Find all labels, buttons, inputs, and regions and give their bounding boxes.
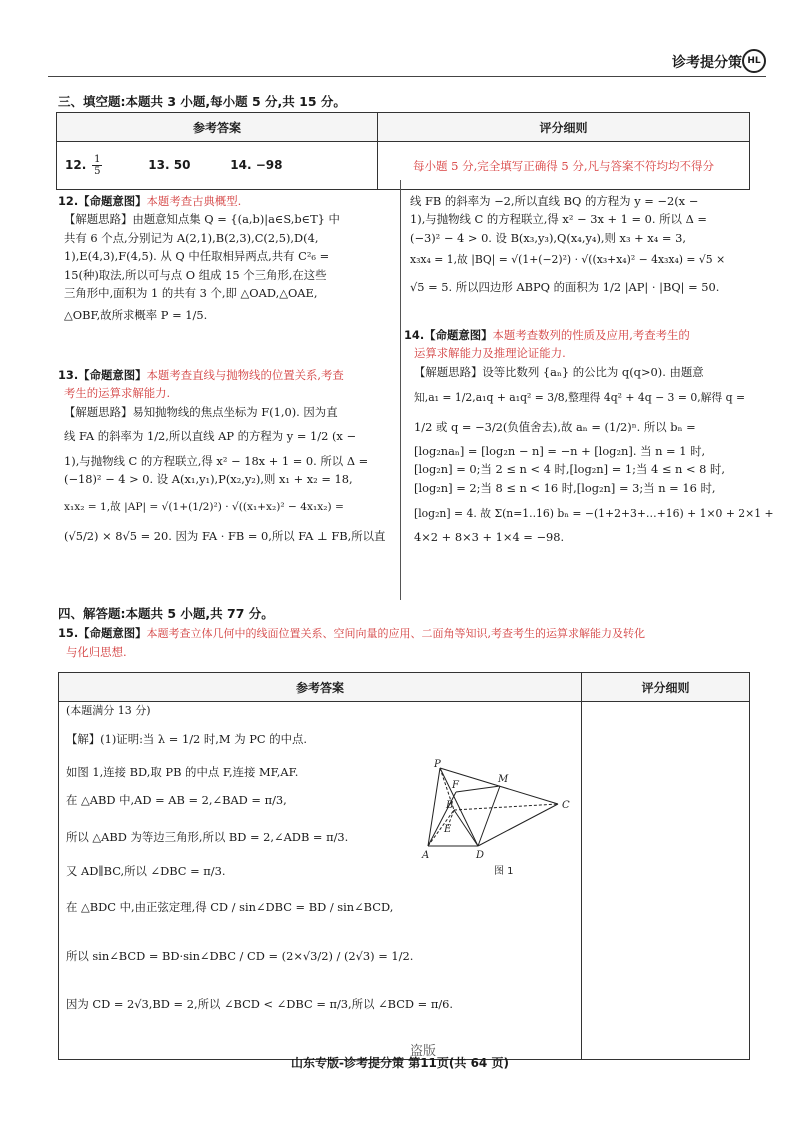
q14-line: 【解题思路】设等比数列 {aₙ} 的公比为 q(q>0). 由题意: [414, 364, 704, 379]
q13b-line: (−3)² − 4 > 0. 设 B(x₃,y₃),Q(x₄,y₄),则 x₃ + x₄ = 3,: [410, 230, 686, 245]
label-A: A: [422, 850, 430, 861]
edge-DB: [454, 810, 478, 846]
q12-line: 共有 6 个点,分别记为 A(2,1),B(2,3),C(2,5),D(4,: [64, 230, 319, 245]
page-footer: 山东专版-诊考提分策 第11页(共 64 页): [291, 1056, 509, 1070]
watermark: 盗版: [410, 1044, 437, 1059]
q14-intent-cont: 运算求解能力及推理论证能力.: [414, 346, 566, 361]
q12-block: [58, 192, 396, 325]
edge-BC: [454, 804, 558, 810]
rule-cell: 每小题 5 分,完全填写正确得 5 分,凡与答案不符均均不得分: [378, 142, 750, 190]
header-rule: [48, 76, 766, 77]
q13-answer: 13. 50: [148, 158, 191, 172]
label-D: D: [476, 850, 485, 861]
q13-line: 线 FA 的斜率为 1/2,所以直线 AP 的方程为 y = 1/2 (x −: [64, 429, 356, 444]
q12-line: 【解题思路】由题意知点集 Q = {(a,b)|a∈S,b∈T} 中: [64, 212, 340, 227]
q14-line: [log₂naₙ] = [log₂n − n] = −n + [log₂n]. 当 n = 1 时,: [414, 444, 706, 459]
q14-line: 4×2 + 8×3 + 1×4 = −98.: [414, 529, 565, 544]
label-M: M: [498, 774, 509, 785]
q13-line: 1),与抛物线 C 的方程联立,得 x² − 18x + 1 = 0. 所以 Δ =: [64, 453, 369, 468]
rule-col-header: 评分细则: [378, 113, 750, 142]
q15-line: 所以 △ABD 为等边三角形,所以 BD = 2,∠ADB = π/3.: [66, 829, 349, 844]
q13b-line: x₃x₄ = 1,故 |BQ| = √(1+(−2)²) · √((x₃+x₄)² − 4x₃x₄) = √5 ×: [410, 253, 726, 267]
q14-line: 1/2 或 q = −3/2(负值舍去),故 aₙ = (1/2)ⁿ. 所以 bₙ =: [414, 419, 696, 434]
q13-block: [58, 366, 396, 545]
q15-full-score: (本题满分 13 分): [66, 704, 151, 717]
q15-rule-col-header: 评分细则: [582, 673, 750, 702]
q12-answer-label: 12.: [65, 158, 87, 172]
q15-line: 如图 1,连接 BD,取 PB 的中点 F,连接 MF,AF.: [66, 764, 299, 779]
q14-answer: 14. −98: [230, 158, 283, 172]
q15-tag: 15.【命题意图】: [58, 626, 147, 640]
q14-block: [404, 326, 774, 546]
q14-intent: 本题考查数列的性质及应用,考查考生的: [492, 328, 690, 342]
q15-line: 在 △BDC 中,由正弦定理,得 CD / sin∠DBC = BD / sin∠BCD,: [66, 900, 394, 915]
label-P: P: [434, 759, 441, 770]
edge-MD: [478, 786, 500, 846]
q13-continued-block: [410, 192, 760, 296]
section3-title: 三、填空题:本题共 3 小题,每小题 5 分,共 15 分。: [58, 94, 346, 109]
figure-1: [418, 758, 578, 878]
fill-answer-table: [56, 112, 750, 190]
column-divider: [400, 180, 401, 600]
q12-line: 1),E(4,3),F(4,5). 从 Q 中任取相异两点,共有 C²₆ =: [64, 249, 330, 264]
q13-tag: 13.【命题意图】: [58, 368, 147, 382]
q15-line: 又 AD∥BC,所以 ∠DBC = π/3.: [66, 864, 226, 879]
q12-line: 15(种)取法,所以可与点 O 组成 15 个三角形,在这些: [64, 267, 327, 282]
edge-FM: [456, 786, 500, 792]
q13-intent: 本题考查直线与抛物线的位置关系,考查: [146, 368, 344, 382]
q14-tag: 14.【命题意图】: [404, 328, 493, 342]
q13b-line: 1),与抛物线 C 的方程联立,得 x² − 3x + 1 = 0. 所以 Δ =: [410, 212, 707, 227]
q14-line: [log₂n] = 4. 故 Σ(n=1..16) bₙ = −(1+2+3+…+16) + 1×0 + 2×1 +: [414, 507, 774, 521]
q13-line: (√5/2) × 8√5 = 20. 因为 FA · FB = 0,所以 FA ⊥ FB,所以直: [64, 528, 386, 543]
q13-line: 【解题思路】易知抛物线的焦点坐标为 F(1,0). 因为直: [64, 404, 338, 419]
figure-caption: 图 1: [494, 866, 514, 877]
q14-line: [log₂n] = 0;当 2 ≤ n < 4 时,[log₂n] = 1;当 4 ≤ n < 8 时,: [414, 462, 725, 477]
label-C: C: [562, 800, 570, 811]
q12-tag: 12.【命题意图】: [58, 194, 147, 208]
brand-title: 诊考提分策: [672, 55, 742, 71]
q14-line: [log₂n] = 2;当 8 ≤ n < 16 时,[log₂n] = 3;当 n = 16 时,: [414, 480, 716, 495]
q15-intent-cont: 与化归思想.: [66, 645, 127, 660]
q15-answer-col-header: 参考答案: [59, 673, 582, 702]
label-B: B: [446, 800, 454, 811]
q13b-line: √5 = 5. 所以四边形 ABPQ 的面积为 1/2 |AP| · |BQ| = 50.: [410, 279, 720, 294]
q15-line: 【解】(1)证明:当 λ = 1/2 时,M 为 PC 的中点.: [66, 732, 307, 747]
answer-col-header: 参考答案: [57, 113, 378, 142]
q12-line: △OBF,故所求概率 P = 1/5.: [64, 308, 208, 323]
q12-line: 三角形中,面积为 1 的共有 3 个,即 △OAD,△OAE,: [64, 286, 318, 301]
q13b-line: 线 FB 的斜率为 −2,所以直线 BQ 的方程为 y = −2(x −: [410, 194, 699, 208]
q15-line: 因为 CD = 2√3,BD = 2,所以 ∠BCD < ∠DBC = π/3,所以 ∠BCD = π/6.: [66, 997, 454, 1012]
label-E: E: [444, 824, 452, 835]
q13-intent-cont: 考生的运算求解能力.: [64, 386, 171, 401]
brand-logo-icon: HL: [742, 49, 766, 73]
q15-line: 所以 sin∠BCD = BD·sin∠DBC / CD = (2×√3/2) / (2√3) = 1/2.: [66, 948, 414, 963]
q13-line: x₁x₂ = 1,故 |AP| = √(1+(1/2)²) · √((x₁+x₂)² − 4x₁x₂) =: [64, 501, 344, 514]
q12-intent: 本题考查古典概型.: [146, 194, 242, 208]
section4-title: 四、解答题:本题共 5 小题,共 77 分。: [58, 606, 274, 621]
q15-line: 在 △ABD 中,AD = AB = 2,∠BAD = π/3,: [66, 793, 287, 808]
edge-DC: [478, 804, 558, 846]
answer-cell: [57, 142, 378, 190]
q12-answer-fraction: $\frac{1}{5}$: [94, 154, 101, 177]
q14-line: 知,a₁ = 1/2,a₁q + a₁q² = 3/8,整理得 4q² + 4q − 3 = 0,解得 q =: [414, 391, 746, 405]
q15-intent: 本题考查立体几何中的线面位置关系、空间向量的应用、二面角等知识,考查考生的运算求解能力及转化: [146, 627, 646, 640]
q13-line: (−18)² − 4 > 0. 设 A(x₁,y₁),P(x₂,y₂),则 x₁ + x₂ = 18,: [64, 472, 353, 487]
label-F: F: [452, 780, 459, 791]
q15-intent-block: [58, 624, 768, 662]
